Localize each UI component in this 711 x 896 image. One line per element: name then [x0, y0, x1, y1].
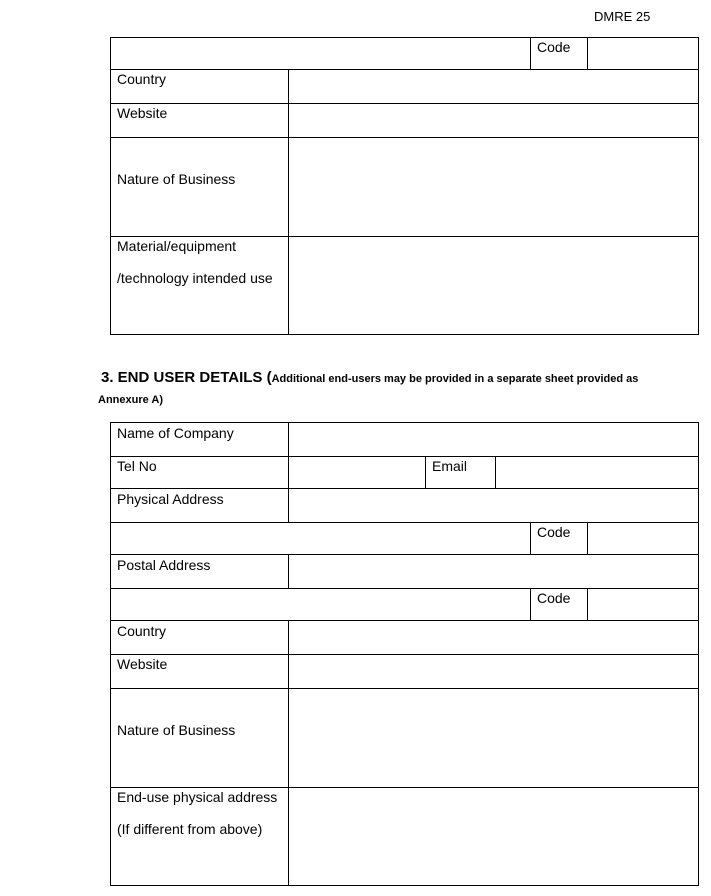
end-use-address-label-line1: End-use physical address	[117, 789, 278, 805]
section-title	[101, 369, 638, 387]
code-field[interactable]	[588, 38, 698, 69]
country-label: Country	[117, 623, 167, 639]
material-use-label-line1: Material/equipment	[117, 238, 237, 254]
section-note-continued: Annexure A)	[98, 394, 163, 406]
code-label: Code	[537, 39, 571, 55]
country-field[interactable]	[289, 70, 698, 103]
website-label: Website	[117, 105, 168, 121]
physical-code-field[interactable]	[588, 523, 698, 554]
tel-no-label: Tel No	[117, 458, 157, 474]
postal-address-line2-field[interactable]	[111, 589, 530, 620]
physical-address-label: Physical Address	[117, 491, 224, 507]
section-title-text: 3. END USER DETAILS (	[101, 369, 272, 386]
website-label: Website	[117, 656, 168, 672]
postal-address-field[interactable]	[289, 555, 698, 588]
end-use-address-label-line2: (If different from above)	[117, 821, 263, 837]
website-field[interactable]	[289, 104, 698, 137]
nature-of-business-field[interactable]	[289, 138, 698, 236]
country-label: Country	[117, 71, 167, 87]
email-label: Email	[432, 458, 468, 474]
website-field[interactable]	[289, 655, 698, 688]
nature-of-business-label: Nature of Business	[117, 171, 236, 187]
end-use-address-field[interactable]	[289, 788, 698, 885]
nature-of-business-field[interactable]	[289, 689, 698, 787]
nature-of-business-label: Nature of Business	[117, 722, 236, 738]
address-field[interactable]	[111, 38, 530, 69]
material-use-field[interactable]	[289, 237, 698, 334]
email-field[interactable]	[496, 457, 698, 488]
postal-code-label: Code	[537, 590, 571, 606]
physical-address-line2-field[interactable]	[111, 523, 530, 554]
tel-no-field[interactable]	[289, 457, 425, 488]
postal-address-label: Postal Address	[117, 557, 211, 573]
document-code: DMRE 25	[594, 9, 651, 24]
physical-code-label: Code	[537, 524, 571, 540]
material-use-label-line2: /technology intended use	[117, 270, 273, 286]
company-name-field[interactable]	[289, 423, 698, 456]
country-field[interactable]	[289, 621, 698, 654]
postal-code-field[interactable]	[588, 589, 698, 620]
section-note: Additional end-users may be provided in a separate sheet provided as	[271, 373, 639, 385]
company-name-label: Name of Company	[117, 425, 234, 441]
physical-address-field[interactable]	[289, 489, 698, 522]
